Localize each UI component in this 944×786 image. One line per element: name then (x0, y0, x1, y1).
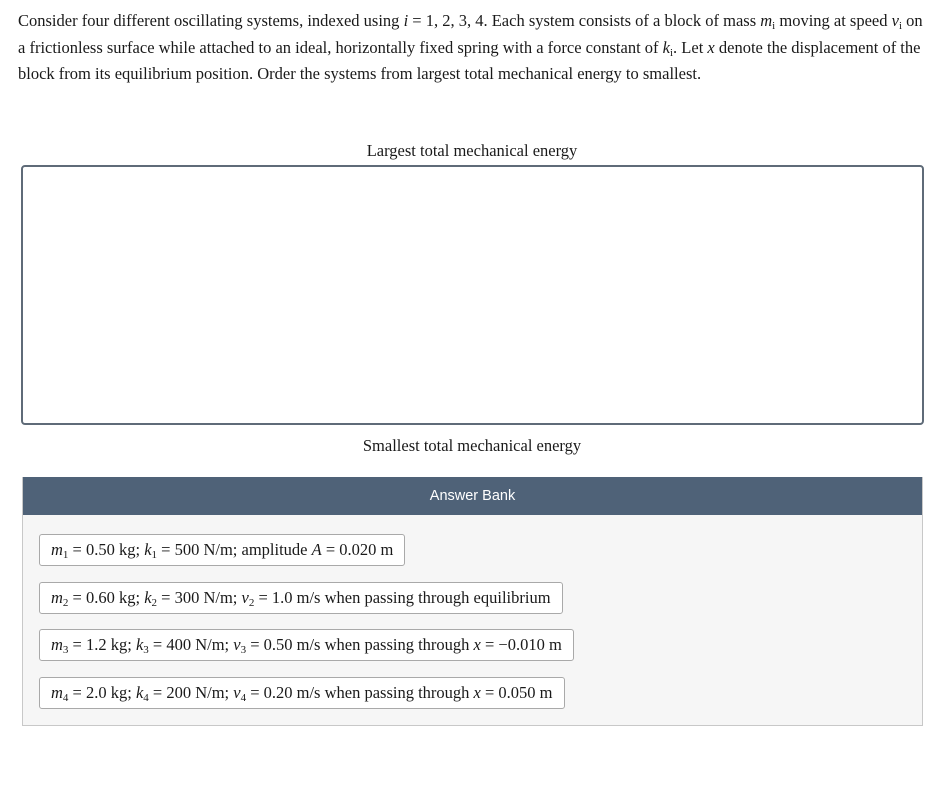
tile-variable: x (473, 635, 481, 654)
answer-bank-title: Answer Bank (23, 477, 922, 515)
tile-text: = 0.20 m/s when passing through (246, 683, 474, 702)
tile-subscript: 4 (62, 692, 69, 704)
tile-text: = 0.050 m (480, 683, 553, 702)
tile-subscript: 3 (62, 644, 69, 656)
subscript-i: i (898, 20, 903, 32)
tile-variable: m (51, 683, 63, 702)
tile-subscript: 3 (143, 644, 149, 656)
tile-text: = 300 N/m; (157, 588, 242, 607)
tile-variable: k (135, 683, 144, 702)
tile-variable: m (51, 588, 63, 607)
tile-variable: k (144, 588, 152, 607)
answer-tile-1[interactable] (39, 534, 405, 566)
tile-text: = 0.50 kg; (68, 540, 145, 559)
answer-tile-4[interactable] (39, 677, 565, 709)
tile-subscript: 3 (240, 644, 247, 656)
tile-variable: k (144, 540, 152, 559)
tile-subscript: 4 (143, 692, 149, 704)
answer-tile-2[interactable] (39, 582, 563, 614)
variable-m: m (760, 11, 773, 30)
tile-text: = 400 N/m; (148, 635, 234, 654)
tile-subscript: 2 (151, 597, 158, 609)
answer-bank (22, 477, 923, 726)
question-segment: . Let (673, 37, 708, 57)
tile-variable: k (135, 635, 144, 654)
answer-tile-3[interactable] (39, 629, 574, 661)
tile-subscript: 1 (151, 549, 158, 561)
variable-x: x (707, 37, 715, 57)
variable-v: v (891, 11, 899, 30)
tile-variable: m (51, 540, 63, 559)
tile-text: = 200 N/m; (148, 683, 234, 702)
tile-subscript: 4 (240, 692, 247, 704)
question-segment: denote the displacement of the block from its equilibrium position. Order the systems from largest total mechanical energy to smallest. (18, 37, 921, 83)
tile-text: = 1.0 m/s when passing through equilibrium (254, 588, 551, 607)
tile-text: = −0.010 m (480, 635, 562, 654)
variable-k: k (662, 37, 670, 57)
tile-text: = 0.020 m (321, 540, 394, 559)
tile-variable: A (311, 540, 322, 559)
tile-text: = 500 N/m; amplitude (157, 540, 312, 559)
variable-i: i (403, 11, 409, 30)
tile-text: = 2.0 kg; (68, 683, 136, 702)
tile-variable: v (233, 635, 241, 654)
tile-subscript: 1 (62, 549, 69, 561)
question-segment: Consider four different oscillating systems, indexed using (18, 11, 404, 30)
tile-variable: v (233, 683, 241, 702)
tile-subscript: 2 (62, 597, 69, 609)
ranking-bottom-label: Smallest total mechanical energy (362, 436, 582, 455)
question-segment: moving at speed (775, 11, 892, 30)
tile-subscript: 2 (248, 597, 255, 609)
question-segment: on a frictionless surface while attached to an ideal, horizontally fixed spring with a force constant of (18, 11, 923, 57)
question-segment: = 1, 2, 3, 4. Each system consists of a block of mass (408, 11, 761, 30)
tile-text: = 0.50 m/s when passing through (246, 635, 474, 654)
tile-text: = 0.60 kg; (68, 588, 145, 607)
subscript-i: i (772, 20, 776, 32)
question-text (18, 8, 924, 88)
tile-variable: m (51, 635, 63, 654)
tile-text: = 1.2 kg; (68, 635, 136, 654)
ranking-drop-zone[interactable] (21, 165, 924, 425)
tile-variable: v (241, 588, 249, 607)
ranking-top-label: Largest total mechanical energy (366, 141, 578, 160)
subscript-i: i (669, 46, 674, 59)
tile-variable: x (473, 683, 481, 702)
